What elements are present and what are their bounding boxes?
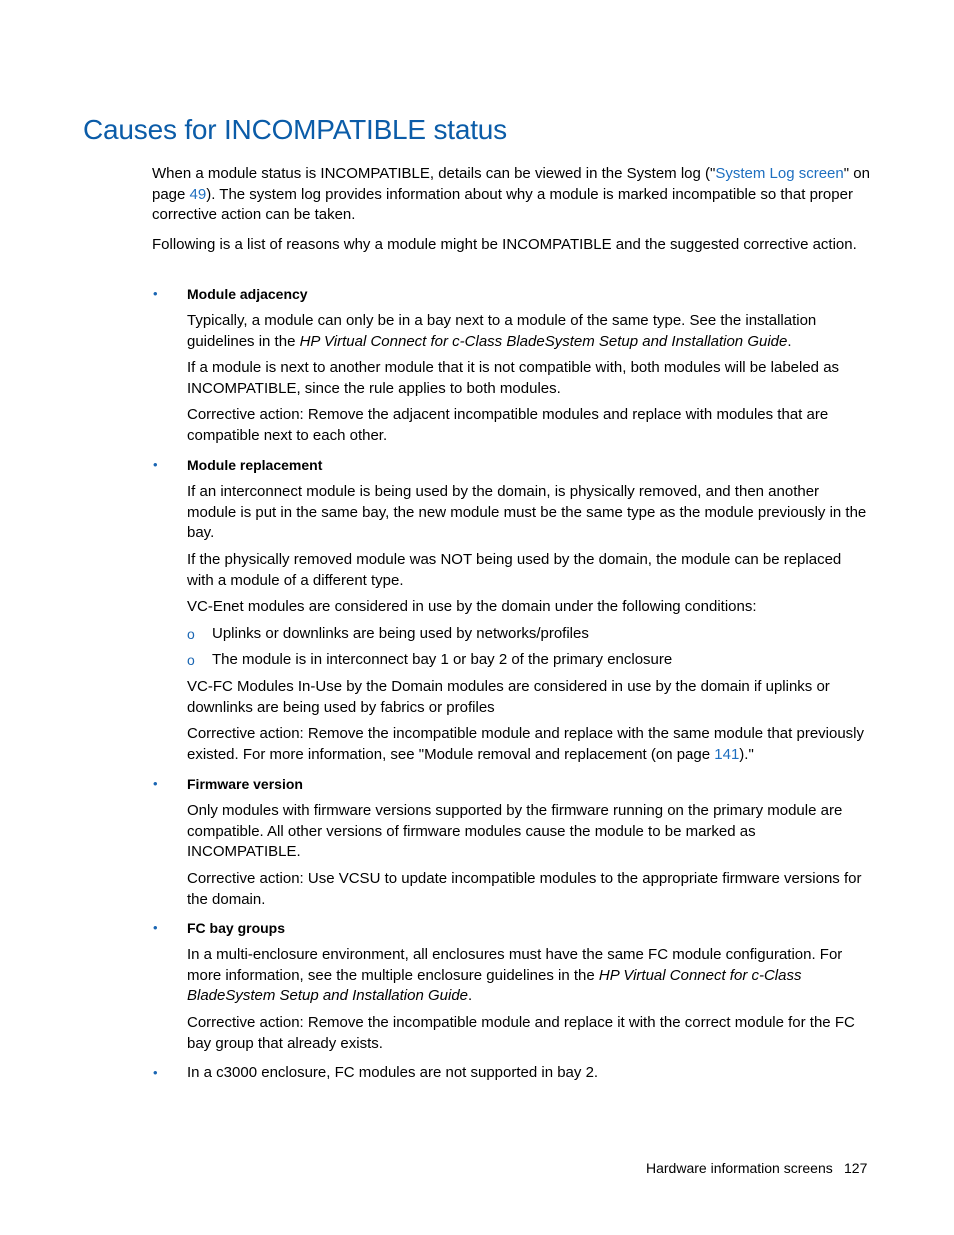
replacement-sub-item-1: Uplinks or downlinks are being used by networks/profiles — [212, 625, 589, 642]
fcbay-text: In a multi-enclosure environment, all enclosures must have the same FC module configuration. For more information, see the multiple enclosure guidelines in the — [187, 946, 843, 984]
replacement-text: Corrective action: Remove the incompatible module and replace with the same module that previously existed. For more information, see "Module removal and replacement (on page — [187, 725, 865, 763]
replacement-sub-item-2: The module is in interconnect bay 1 or bay 2 of the primary enclosure — [212, 651, 673, 668]
fcbay-paragraph-1 — [187, 945, 870, 1007]
intro-paragraph-1 — [152, 164, 870, 226]
adjacency-paragraph-2: If a module is next to another module that it is not compatible with, both modules will be labeled as INCOMPATIBLE, since the rule applies to both modules. — [187, 359, 840, 397]
setup-guide-reference: HP Virtual Connect for c-Class BladeSystem Setup and Installation Guide — [299, 332, 788, 350]
setup-guide-reference: HP Virtual Connect for c-Class BladeSystem Setup and Installation Guide — [187, 966, 802, 1005]
module-adjacency-heading: Module adjacency — [187, 286, 308, 302]
page-141-link[interactable]: 141 — [714, 745, 740, 763]
replacement-paragraph-1: If an interconnect module is being used by the domain, is physically removed, and then another module is put in the same bay, the new module must be the same type as the module previously in the bay. — [187, 483, 867, 542]
bullet-icon: • — [153, 920, 158, 935]
adjacency-text: Typically, a module can only be in a bay next to a module of the same type. See the installation guidelines in the — [187, 312, 817, 350]
replacement-paragraph-3: VC-Enet modules are considered in use by the domain under the following conditions: — [187, 598, 757, 615]
fc-bay-groups-heading: FC bay groups — [187, 920, 286, 936]
bullet-icon: • — [153, 776, 158, 791]
bullet-icon: • — [153, 286, 158, 301]
adjacency-corrective-action: Corrective action: Remove the adjacent incompatible modules and replace with modules that are compatible next to each other. — [187, 406, 829, 444]
firmware-paragraph-1: Only modules with firmware versions supported by the firmware running on the primary module are compatible. All other versions of firmware modules cause the module to be marked as INCOMPATIBLE. — [187, 802, 843, 861]
module-replacement-heading: Module replacement — [187, 457, 323, 473]
replacement-paragraph-2: If the physically removed module was NOT being used by the domain, the module can be replaced with a module of a different type. — [187, 551, 842, 589]
footer-section-title: Hardware information screens — [646, 1160, 833, 1176]
firmware-version-heading: Firmware version — [187, 776, 303, 792]
adjacency-text: . — [787, 332, 792, 350]
page-49-link[interactable]: 49 — [189, 185, 207, 203]
fcbay-text: . — [468, 987, 473, 1005]
intro-text: When a module status is INCOMPATIBLE, details can be viewed in the System log (" — [152, 165, 716, 182]
footer-page-number: 127 — [844, 1160, 868, 1176]
replacement-paragraph-4: VC-FC Modules In-Use by the Domain modules are considered in use by the domain if uplinks or downlinks are being used by fabrics or profiles — [187, 678, 830, 716]
intro-paragraph-2: Following is a list of reasons why a module might be INCOMPATIBLE and the suggested corrective action. — [152, 236, 857, 253]
sub-bullet-icon: o — [187, 626, 195, 642]
system-log-screen-link[interactable]: System Log screen — [715, 165, 844, 182]
replacement-corrective-action — [187, 724, 870, 765]
page-title: Causes for INCOMPATIBLE status — [83, 114, 507, 145]
intro-text: " on page — [152, 165, 870, 203]
replacement-text: )." — [739, 745, 754, 763]
bullet-icon: • — [153, 1065, 158, 1080]
c3000-note: In a c3000 enclosure, FC modules are not supported in bay 2. — [187, 1064, 599, 1081]
bullet-icon: • — [153, 457, 158, 472]
fcbay-corrective-action: Corrective action: Remove the incompatible module and replace it with the correct module for the FC bay group that already exists. — [187, 1014, 855, 1052]
intro-text: ). The system log provides information about why a module is marked incompatible so that proper corrective action can be taken. — [152, 185, 853, 224]
sub-bullet-icon: o — [187, 652, 195, 668]
adjacency-paragraph-1 — [187, 311, 870, 352]
firmware-corrective-action: Corrective action: Use VCSU to update incompatible modules to the appropriate firmware versions for the domain. — [187, 870, 862, 908]
